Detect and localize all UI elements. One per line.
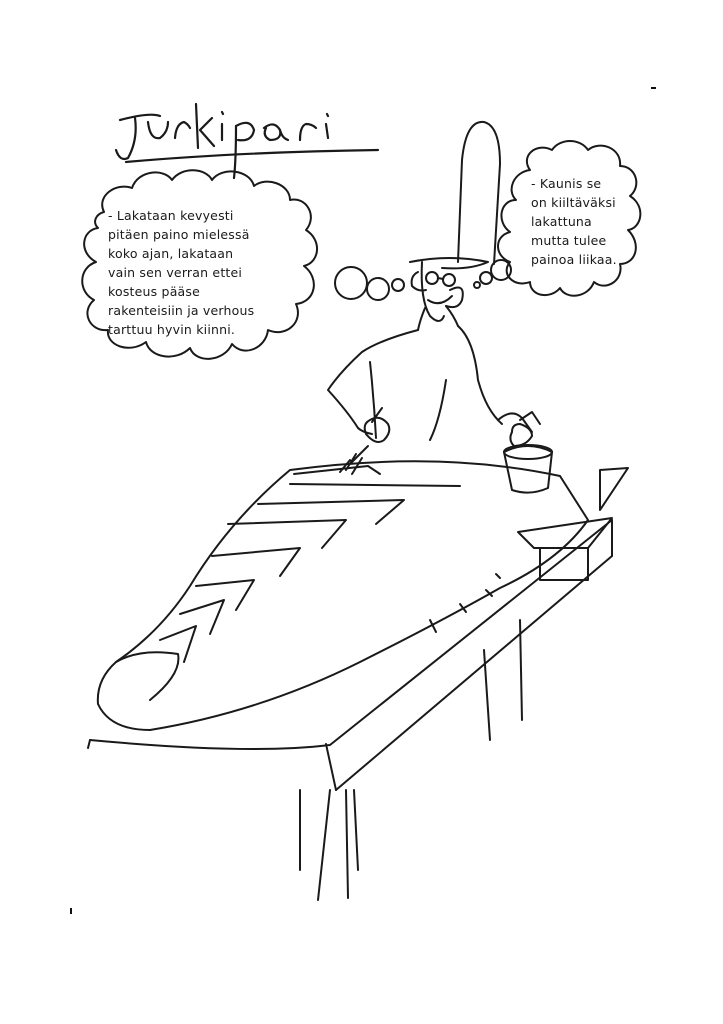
bubble-line: kosteus pääse (108, 284, 201, 299)
left-bubble-text (108, 206, 298, 339)
bubble-line: rakenteisiin ja verhous (108, 303, 255, 318)
bubble-line: painoa liikaa. (531, 252, 617, 267)
right-bubble-text (531, 174, 641, 269)
title-handwritten (116, 104, 378, 178)
bubble-line: - Lakataan kevyesti (108, 208, 234, 223)
bubble-line: lakattuna (531, 214, 592, 229)
bubble-line: tarttuu hyvin kiinni. (108, 322, 236, 337)
thought-trail-circle (392, 279, 404, 291)
character-body (328, 326, 502, 440)
bubble-line: on kiiltäväksi (531, 195, 616, 210)
bubble-line: - Kaunis se (531, 176, 602, 191)
bubble-line: vain sen verran ettei (108, 265, 243, 280)
bubble-line: koko ajan, lakataan (108, 246, 234, 261)
character-head (412, 262, 463, 330)
thought-trail-circle (480, 272, 492, 284)
bubble-line: pitäen paino mielessä (108, 227, 250, 242)
wing-board (98, 461, 588, 730)
thought-trail-circle (367, 278, 389, 300)
thought-trail-circle (335, 267, 367, 299)
tall-hat (458, 122, 500, 264)
thought-trail-circle (474, 282, 480, 288)
workbench (88, 468, 628, 900)
bubble-line: mutta tulee (531, 233, 607, 248)
paint-bucket (498, 412, 552, 493)
